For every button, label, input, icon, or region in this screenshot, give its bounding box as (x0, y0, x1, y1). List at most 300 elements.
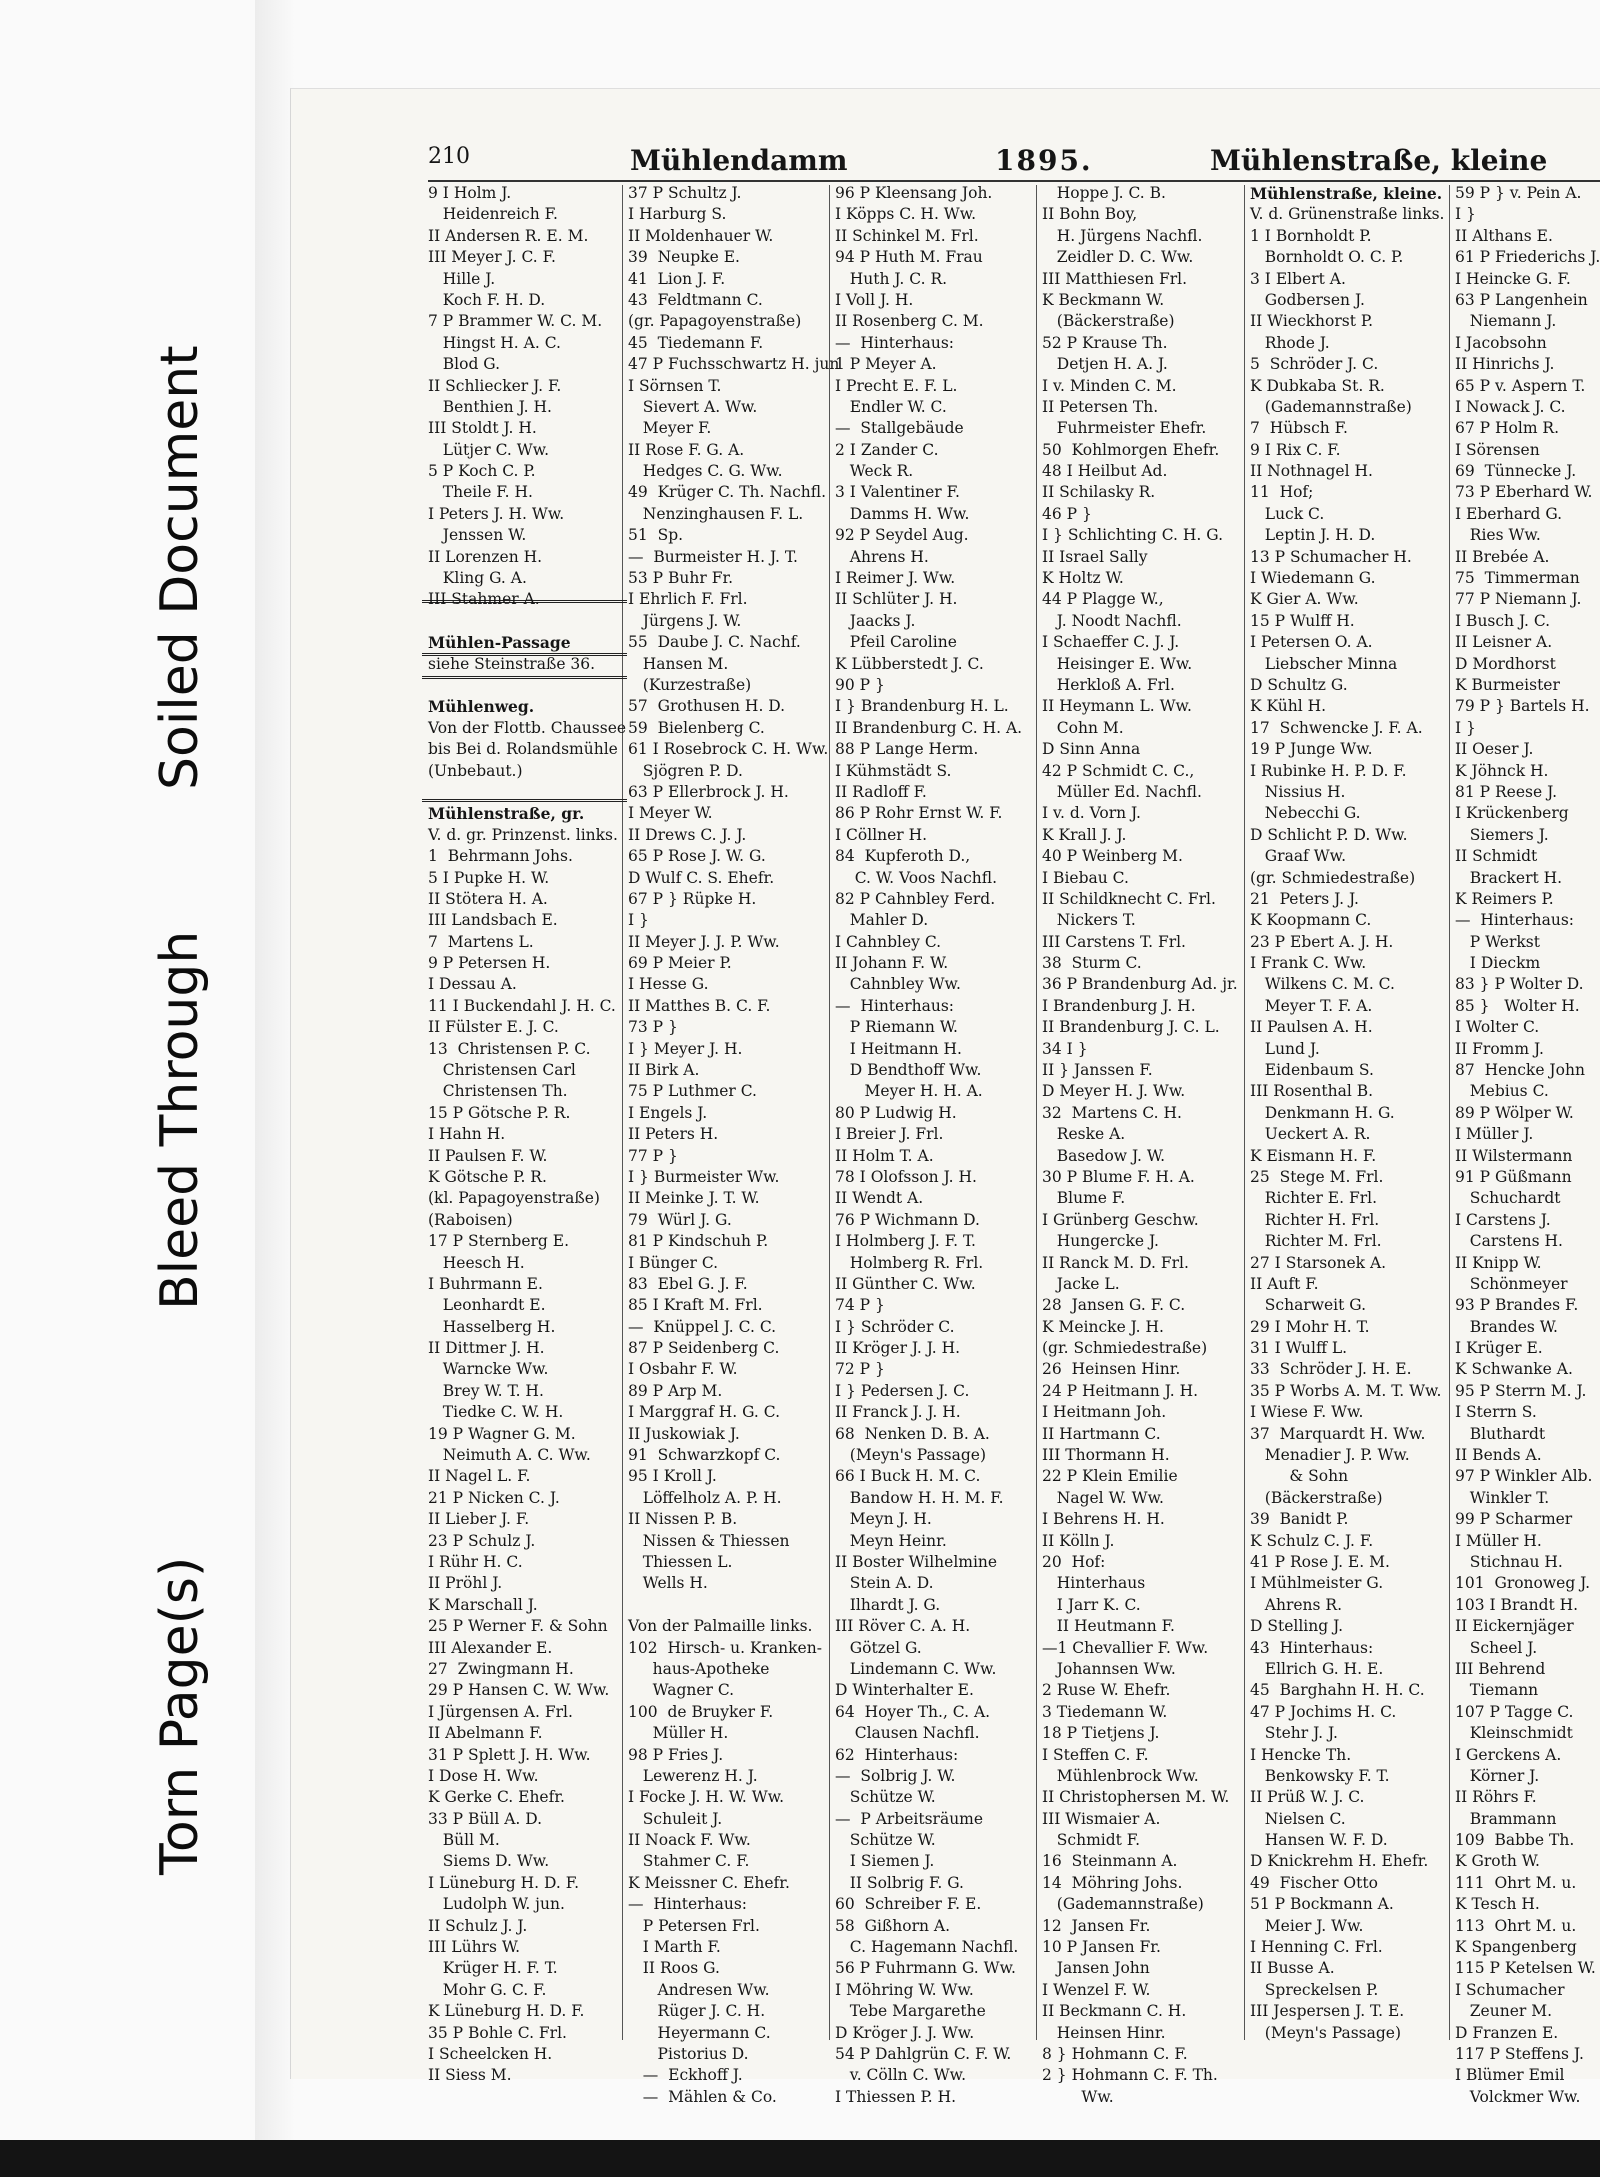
directory-line: 31 P Splett J. H. Ww. (428, 1745, 591, 1764)
directory-line: Stein A. D. (835, 1574, 934, 1593)
directory-line: Kling G. A. (428, 569, 527, 588)
directory-line: Winkler T. (1455, 1488, 1550, 1507)
directory-line: Andresen Ww. (628, 1980, 770, 1999)
directory-line: II Boster Wilhelmine (835, 1553, 998, 1571)
directory-line: I Sterrn S. (1455, 1403, 1537, 1422)
directory-line: 25 Stege M. Frl. (1250, 1167, 1384, 1186)
directory-line: K Spangenberg (1455, 1938, 1577, 1957)
directory-line: Jansen John (1042, 1959, 1150, 1978)
directory-line: 3 I Valentiner F. (835, 483, 960, 502)
directory-line: Nagel W. Ww. (1042, 1488, 1164, 1507)
directory-line: 87 Hencke John (1455, 1061, 1585, 1080)
directory-line: I Dose H. Ww. (428, 1766, 539, 1785)
directory-line: 10 P Jansen Fr. (1042, 1938, 1161, 1957)
directory-line: Richter E. Frl. (1250, 1189, 1378, 1208)
directory-line: 25 P Werner F. & Sohn (428, 1617, 608, 1636)
directory-line: Leptin J. H. D. (1250, 526, 1376, 545)
directory-line: Volckmer Ww. (1455, 2087, 1581, 2106)
directory-line: 59 Bielenberg C. (628, 718, 765, 737)
directory-line: I } Burmeister Ww. (628, 1167, 780, 1186)
directory-line: I Jacobsohn (1455, 333, 1547, 352)
directory-line: — Stallgebäude (835, 419, 964, 438)
directory-line: K Schulz C. J. F. (1250, 1531, 1374, 1550)
directory-line: I } (1455, 718, 1476, 737)
directory-line: Meyer T. F. A. (1250, 996, 1373, 1015)
directory-line: II Röhrs F. (1455, 1788, 1537, 1807)
directory-line: 61 P Friederichs J. (1455, 248, 1600, 267)
directory-line: 107 P Tagge C. (1455, 1702, 1574, 1721)
directory-line: Johannsen Ww. (1042, 1659, 1176, 1678)
directory-line: 67 P Holm R. (1455, 419, 1560, 438)
directory-line: — Knüppel J. C. C. (628, 1317, 777, 1336)
directory-line: 77 P Niemann J. (1455, 590, 1582, 609)
directory-line: 44 P Plagge W., (1042, 590, 1164, 609)
directory-line: II Israel Sally (1042, 547, 1148, 566)
directory-line: Ahrens R. (1250, 1595, 1343, 1614)
directory-line: D Meyer H. J. Ww. (1042, 1082, 1186, 1101)
directory-line: II Abelmann F. (428, 1724, 543, 1743)
scanner-bottom-bar (0, 2140, 1600, 2177)
directory-line: —1 Chevallier F. Ww. (1042, 1638, 1209, 1657)
directory-line: — Solbrig J. W. (835, 1766, 956, 1785)
directory-line: K Meincke J. H. (1042, 1317, 1164, 1336)
directory-line: Godbersen J. (1250, 290, 1365, 309)
directory-line: 19 P Junge Ww. (1250, 740, 1373, 759)
directory-line: III Matthiesen Frl. (1042, 269, 1188, 288)
directory-line: II Kröger J. J. H. (835, 1339, 961, 1358)
directory-line: K Dubkaba St. R. (1250, 376, 1385, 395)
directory-line: — Mählen & Co. (628, 2087, 777, 2106)
page-number: 210 (428, 144, 470, 169)
directory-line: Zeuner M. (1455, 2002, 1552, 2021)
directory-line: 41 P Rose J. E. M. (1250, 1553, 1390, 1571)
directory-line: 11 Hof; (1250, 483, 1314, 502)
directory-line: I Schaeffer C. J. J. (1042, 633, 1180, 652)
directory-line: I Heitmann H. (835, 1039, 962, 1058)
directory-line: 76 P Wichmann D. (835, 1210, 980, 1229)
directory-line: 7 Hübsch F. (1250, 419, 1348, 438)
directory-line: 37 Marquardt H. Ww. (1250, 1424, 1426, 1443)
directory-line: Schuchardt (1455, 1189, 1561, 1208)
directory-line: Hungercke J. (1042, 1232, 1159, 1251)
directory-line: Menadier J. P. Ww. (1250, 1446, 1410, 1465)
directory-line: Ries Ww. (1455, 526, 1541, 545)
directory-line: Heisinger E. Ww. (1042, 654, 1193, 673)
directory-line: I Blümer Emil (1455, 2066, 1565, 2085)
directory-line: I } Schröder C. (835, 1317, 955, 1336)
directory-line: Rhode J. (1250, 333, 1330, 352)
directory-line: 15 P Wulff H. (1250, 611, 1355, 630)
directory-line: Brammann (1455, 1809, 1557, 1828)
directory-line: I Carstens J. (1455, 1210, 1551, 1229)
directory-line: I Müller J. (1455, 1125, 1534, 1144)
directory-line: 74 P } (835, 1296, 885, 1315)
directory-line: I } Schlichting C. H. G. (1042, 526, 1224, 545)
directory-line: — Hinterhaus: (835, 333, 955, 352)
directory-line: K Eismann H. F. (1250, 1146, 1377, 1165)
directory-line: 42 P Schmidt C. C., (1042, 761, 1195, 780)
directory-line: II Rose F. G. A. (628, 440, 745, 459)
directory-line: (Raboisen) (428, 1210, 513, 1229)
directory-line: 5 Schröder J. C. (1250, 355, 1379, 374)
directory-line: 33 Schröder J. H. E. (1250, 1360, 1412, 1379)
directory-line: Rüger J. C. H. (628, 2002, 766, 2021)
directory-line: I Sörnsen T. (628, 376, 722, 395)
directory-line: II Moldenhauer W. (628, 226, 774, 245)
directory-line: 9 P Petersen H. (428, 954, 551, 973)
directory-line: 38 Sturm C. (1042, 954, 1142, 973)
directory-line: Brackert H. (1455, 868, 1563, 887)
directory-line: III Wismaier A. (1042, 1809, 1161, 1828)
directory-line: Damms H. Ww. (835, 504, 970, 523)
directory-line: II Oeser J. (1455, 740, 1534, 759)
directory-line: 23 P Ebert A. J. H. (1250, 932, 1394, 951)
directory-line: I Wenzel F. W. (1042, 1980, 1151, 1999)
directory-line: II Beckmann C. H. (1042, 2002, 1187, 2021)
directory-line: I Behrens H. H. (1042, 1510, 1165, 1529)
directory-line: I Peters J. H. Ww. (428, 504, 565, 523)
directory-line: 17 P Sternberg E. (428, 1232, 570, 1251)
directory-line: D Franzen E. (1455, 2023, 1559, 2042)
directory-line: Heyermann C. (628, 2023, 771, 2042)
stamp-bleed-through: Bleed Through (150, 930, 210, 1310)
directory-line: 95 P Sterrn M. J. (1455, 1381, 1587, 1400)
directory-line: Bluthardt (1455, 1424, 1546, 1443)
directory-line: Sievert A. Ww. (628, 397, 758, 416)
directory-line: III Carstens T. Frl. (1042, 932, 1186, 951)
scan-edge-shadow (255, 0, 295, 2177)
directory-line: Koch F. H. D. (428, 290, 546, 309)
directory-line: I Marth F. (628, 1938, 721, 1957)
directory-line: (Bäckerstraße) (1042, 312, 1175, 331)
directory-line: Sjögren P. D. (628, 761, 743, 780)
directory-line: II Bohn Boy, (1042, 205, 1138, 224)
directory-line: Götzel G. (835, 1638, 922, 1657)
directory-line: 34 I } (1042, 1039, 1088, 1058)
directory-line: 113 Ohrt M. u. (1455, 1916, 1577, 1935)
directory-line: Hasselberg H. (428, 1317, 556, 1336)
directory-line: Hoppe J. C. B. (1042, 184, 1166, 202)
directory-line: (Unbebaut.) (428, 761, 523, 780)
directory-line: 19 P Wagner G. M. (428, 1424, 576, 1443)
directory-line: 57 Grothusen H. D. (628, 697, 786, 716)
directory-line: Richter M. Frl. (1250, 1232, 1382, 1251)
directory-line: 15 P Götsche P. R. (428, 1103, 571, 1122)
directory-line: 8 } Hohmann C. F. (1042, 2044, 1188, 2063)
directory-line: III Rosenthal B. (1250, 1082, 1374, 1101)
directory-line: K Tesch H. (1455, 1895, 1540, 1914)
directory-line: Richter H. Frl. (1250, 1210, 1380, 1229)
directory-line: I Osbahr F. W. (628, 1360, 738, 1379)
directory-line: II Günther C. Ww. (835, 1274, 976, 1293)
directory-line: 62 Hinterhaus: (835, 1745, 959, 1764)
directory-line: 23 P Schulz J. (428, 1531, 536, 1550)
directory-line: 35 P Bohle C. Frl. (428, 2023, 567, 2042)
directory-line: 84 Kupferoth D., (835, 847, 971, 866)
directory-line: III Thormann H. (1042, 1446, 1170, 1465)
directory-line: 47 P Fuchsschwartz H. jun (628, 355, 840, 374)
directory-line: I Buhrmann E. (428, 1274, 543, 1293)
directory-line: Reske A. (1042, 1125, 1126, 1144)
directory-line: Ludolph W. jun. (428, 1895, 565, 1914)
directory-line: Christensen Th. (428, 1082, 568, 1101)
directory-line: II Paulsen F. W. (428, 1146, 548, 1165)
directory-line: 80 P Ludwig H. (835, 1103, 957, 1122)
directory-line: (gr. Schmiedestraße) (1042, 1339, 1208, 1358)
directory-column-2 (628, 183, 839, 2108)
directory-line: D Schlicht P. D. Ww. (1250, 825, 1408, 844)
directory-line: 102 Hirsch- u. Kranken- (628, 1638, 822, 1657)
directory-line: I Petersen O. A. (1250, 633, 1373, 652)
directory-line: II Eickernjäger (1455, 1617, 1574, 1636)
directory-line: Huth J. C. R. (835, 269, 948, 288)
directory-line: II Schlüter J. H. (835, 590, 958, 609)
directory-line: Hingst H. A. C. (428, 333, 561, 352)
directory-line: 2 I Zander C. (835, 440, 939, 459)
directory-line: Schönmeyer (1455, 1274, 1568, 1293)
directory-line: II Stötera H. A. (428, 889, 548, 908)
directory-line: III Jespersen J. T. E. (1250, 2002, 1405, 2021)
directory-line: I } (1455, 205, 1476, 224)
header-year: 1895. (995, 144, 1093, 177)
directory-line: 29 I Mohr H. T. (1250, 1317, 1370, 1336)
directory-line: 85 I Kraft M. Frl. (628, 1296, 763, 1315)
directory-line: 101 Gronoweg J. (1455, 1574, 1591, 1593)
directory-line: 39 Neupke E. (628, 248, 740, 267)
directory-line: Hille J. (428, 269, 496, 288)
directory-line: II Brandenburg J. C. L. (1042, 1018, 1220, 1037)
directory-line: 115 P Ketelsen W. (1455, 1959, 1596, 1978)
directory-line: K Lüneburg H. D. F. (428, 2002, 585, 2021)
directory-line: 1 I Bornholdt P. (1250, 226, 1372, 245)
directory-line: II Drews C. J. J. (628, 825, 747, 844)
directory-line: Schuleit J. (628, 1809, 723, 1828)
directory-line: 27 Zwingmann H. (428, 1659, 574, 1678)
directory-line: Nielsen C. (1250, 1809, 1346, 1828)
directory-line: II Solbrig F. G. (835, 1873, 964, 1892)
directory-line: I Heincke G. F. (1455, 269, 1571, 288)
directory-line: 2 } Hohmann C. F. Th. (1042, 2066, 1218, 2085)
directory-line: 79 P } Bartels H. (1455, 697, 1590, 716)
directory-line: Löffelholz A. P. H. (628, 1488, 782, 1507)
directory-line: Nebecchi G. (1250, 804, 1361, 823)
directory-line: Heidenreich F. (428, 205, 558, 224)
directory-line: I Heitmann Joh. (1042, 1403, 1167, 1422)
directory-line: Lund J. (1250, 1039, 1320, 1058)
directory-line: II Busse A. (1250, 1959, 1335, 1978)
directory-line: 51 P Bockmann A. (1250, 1895, 1394, 1914)
directory-line: 96 P Kleensang Joh. (835, 184, 993, 202)
directory-line: Jaacks J. (835, 611, 916, 630)
directory-line: Körner J. (1455, 1766, 1540, 1785)
directory-line: Siemers J. (1455, 825, 1549, 844)
directory-line: Scheel J. (1455, 1638, 1538, 1657)
directory-line: 1 P Meyer A. (835, 355, 937, 374)
directory-line: II Heymann L. Ww. (1042, 697, 1192, 716)
directory-line: — Hinterhaus: (628, 1895, 748, 1914)
directory-line: Carstens H. (1455, 1232, 1563, 1251)
directory-line: 37 P Schultz J. (628, 184, 742, 202)
header-street-right: Mühlenstraße, kleine (1210, 144, 1548, 177)
directory-line: Cahnbley Ww. (835, 975, 961, 994)
directory-line: V. d. Grünenstraße links. (1250, 205, 1445, 224)
directory-line (428, 675, 626, 696)
directory-line: D Winterhalter E. (835, 1681, 974, 1700)
directory-line: 69 Tünnecke J. (1455, 462, 1577, 481)
directory-line: Jürgens J. W. (628, 611, 742, 630)
directory-line: III Röver C. A. H. (835, 1617, 971, 1636)
directory-line: 18 P Tietjens J. (1042, 1724, 1160, 1743)
directory-line: II Radloff F. (835, 782, 927, 801)
directory-line: I } (628, 911, 649, 930)
directory-line: I Busch J. C. (1455, 611, 1551, 630)
directory-line: III Landsbach E. (428, 911, 558, 930)
directory-line: Jenssen W. (428, 526, 527, 545)
directory-line: II Pröhl J. (428, 1574, 503, 1593)
directory-line: D Wulf C. S. Ehefr. (628, 868, 775, 887)
directory-line: P Riemann W. (835, 1018, 958, 1037)
directory-line: — Hinterhaus: (835, 996, 955, 1015)
directory-line: Nissius H. (1250, 782, 1346, 801)
directory-line: Meyer F. (628, 419, 712, 438)
directory-line: 49 Krüger C. Th. Nachfl. (628, 483, 827, 502)
directory-line: 9 I Rix C. F. (1250, 440, 1341, 459)
directory-line: Meyn J. H. (835, 1510, 932, 1529)
directory-line: 82 P Cahnbley Ferd. (835, 889, 996, 908)
directory-line: III Stahmer A. (428, 590, 540, 609)
directory-line: K Jöhnck H. (1455, 761, 1549, 780)
directory-line: V. d. gr. Prinzenst. links. (428, 825, 618, 844)
directory-line: — Burmeister H. J. T. (628, 547, 798, 566)
directory-line: Lütjer C. Ww. (428, 440, 550, 459)
directory-line: Lindemann C. Ww. (835, 1659, 997, 1678)
directory-line: 21 Peters J. J. (1250, 889, 1359, 908)
directory-line: 1 Behrmann Johs. (428, 847, 573, 866)
directory-line: Herkloß A. Frl. (1042, 675, 1175, 694)
directory-line: 85 } Wolter H. (1455, 996, 1580, 1015)
directory-line: 52 P Krause Th. (1042, 333, 1168, 352)
directory-line: 81 P Reese J. (1455, 782, 1558, 801)
directory-line: 56 P Fuhrmann G. Ww. (835, 1959, 1016, 1978)
directory-line: II Prüß W. J. C. (1250, 1788, 1365, 1807)
directory-line: I Köpps C. H. Ww. (835, 205, 977, 224)
directory-line: K Marschall J. (428, 1595, 538, 1614)
directory-line: Hedges C. G. Ww. (628, 462, 783, 481)
directory-line: 21 P Nicken C. J. (428, 1488, 560, 1507)
directory-line: 72 P } (835, 1360, 885, 1379)
directory-line: 103 I Brandt H. (1455, 1595, 1579, 1614)
directory-line: 39 Banidt P. (1250, 1510, 1349, 1529)
directory-line: C. Hagemann Nachfl. (835, 1938, 1019, 1957)
directory-line: 98 P Fries J. (628, 1745, 724, 1764)
directory-line: II Hinrichs J. (1455, 355, 1555, 374)
header-street-left: Mühlendamm (630, 144, 848, 177)
directory-line: I Krückenberg (1455, 804, 1569, 823)
directory-line: Ilhardt J. G. (835, 1595, 941, 1614)
directory-line: I Frank C. Ww. (1250, 954, 1367, 973)
directory-line: K Gier A. Ww. (1250, 590, 1359, 609)
directory-line: 3 Tiedemann W. (1042, 1702, 1168, 1721)
directory-line: Bandow H. H. M. F. (835, 1488, 1004, 1507)
directory-line: I Gerckens A. (1455, 1745, 1562, 1764)
directory-line: Heinsen Hinr. (1042, 2023, 1166, 2042)
directory-line: 99 P Scharmer (1455, 1510, 1573, 1529)
directory-line: 41 Lion J. F. (628, 269, 726, 288)
directory-line: K Reimers P. (1455, 889, 1554, 908)
directory-line: 109 Babbe Th. (1455, 1831, 1575, 1850)
directory-line: 92 P Seydel Aug. (835, 526, 969, 545)
directory-line: I Precht E. F. L. (835, 376, 958, 395)
directory-line: 78 I Olofsson J. H. (835, 1167, 977, 1186)
directory-line: Von der Flottb. Chaussee (428, 718, 627, 737)
directory-line: II Birk A. (628, 1061, 700, 1080)
directory-line: 13 P Schumacher H. (1250, 547, 1412, 566)
directory-line: Schütze W. (835, 1831, 936, 1850)
directory-line: Müller H. (628, 1724, 729, 1743)
directory-line: 93 P Brandes F. (1455, 1296, 1579, 1315)
directory-line: II } Janssen F. (1042, 1061, 1153, 1080)
directory-line: 35 P Worbs A. M. T. Ww. (1250, 1381, 1442, 1400)
directory-line: 63 P Ellerbrock J. H. (628, 782, 789, 801)
directory-line: II Wieckhorst P. (1250, 312, 1374, 331)
directory-line: (Gademannstraße) (1042, 1895, 1204, 1914)
directory-line: Mohr G. C. F. (428, 1980, 547, 1999)
directory-line: Ww. (1042, 2087, 1114, 2106)
directory-line: 3 I Elbert A. (1250, 269, 1346, 288)
directory-line: 97 P Winkler Alb. (1455, 1467, 1593, 1486)
directory-line: I Nowack J. C. (1455, 397, 1566, 416)
directory-line: 28 Jansen G. F. C. (1042, 1296, 1186, 1315)
directory-line: J. Noodt Nachfl. (1042, 611, 1182, 630)
directory-line: 48 I Heilbut Ad. (1042, 462, 1168, 481)
directory-line: II Schildknecht C. Frl. (1042, 889, 1216, 908)
directory-line: 117 P Steffens J. (1455, 2044, 1584, 2063)
directory-line: I Krüger E. (1455, 1339, 1543, 1358)
directory-line: & Sohn (1250, 1467, 1349, 1486)
directory-line: Spreckelsen P. (1250, 1980, 1379, 1999)
header-rule (428, 180, 1600, 182)
directory-line: 31 I Wulff L. (1250, 1339, 1348, 1358)
directory-line: III Lührs W. (428, 1938, 520, 1957)
directory-line: (gr. Papagoyenstraße) (628, 312, 802, 331)
directory-line: 90 P } (835, 675, 885, 694)
directory-line: II Petersen Th. (1042, 397, 1159, 416)
directory-line: Leonhardt E. (428, 1296, 546, 1315)
directory-line: I Hesse G. (628, 975, 709, 994)
directory-line: Wilkens C. M. C. (1250, 975, 1395, 994)
stamp-torn-pages: Torn Page(s) (150, 1556, 210, 1875)
directory-line: K Holtz W. (1042, 569, 1124, 588)
directory-line: 77 P } (628, 1146, 678, 1165)
directory-line: Blume F. (1042, 1189, 1126, 1208)
directory-line: II Peters H. (628, 1125, 719, 1144)
directory-line: I Engels J. (628, 1103, 708, 1122)
directory-line: II Holm T. A. (835, 1146, 934, 1165)
directory-line: Stehr J. J. (1250, 1724, 1338, 1743)
directory-line: I Rubinke H. P. D. F. (1250, 761, 1407, 780)
directory-line: I Möhring W. Ww. (835, 1980, 974, 1999)
directory-line: II Schilasky R. (1042, 483, 1156, 502)
directory-line: K Koopmann C. (1250, 911, 1372, 930)
directory-line: P Werkst (1455, 932, 1540, 951)
directory-line: I Scheelcken H. (428, 2044, 553, 2063)
directory-line: Scharweit G. (1250, 1296, 1367, 1315)
directory-line: 81 P Kindschuh P. (628, 1232, 769, 1251)
directory-line: I Wolter C. (1455, 1018, 1540, 1037)
directory-line: 30 P Blume F. H. A. (1042, 1167, 1195, 1186)
directory-line: II Wendt A. (835, 1189, 924, 1208)
directory-line: 32 Martens C. H. (1042, 1103, 1182, 1122)
